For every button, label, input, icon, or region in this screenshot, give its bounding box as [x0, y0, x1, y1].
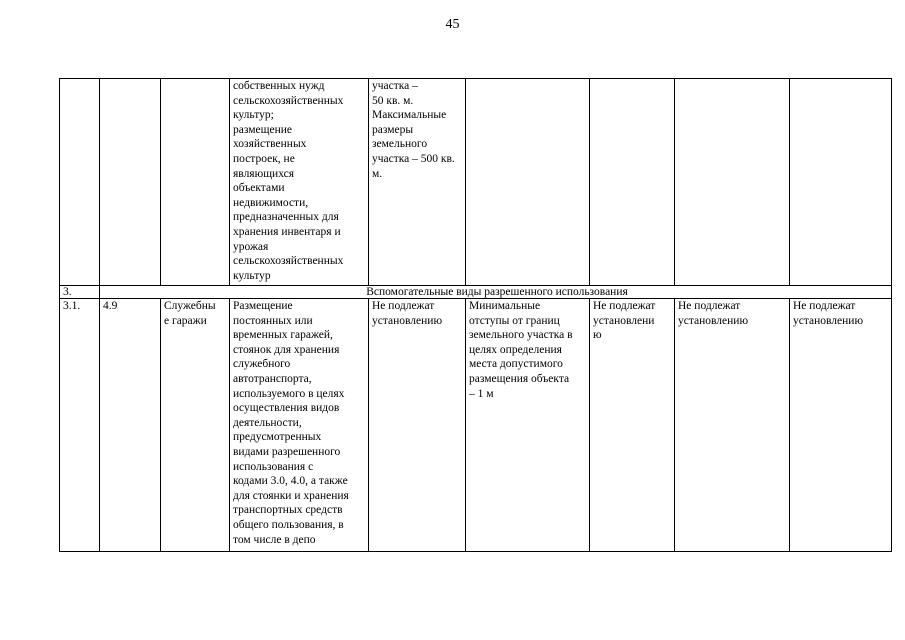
cell-other: Не подлежат установлению — [790, 299, 892, 552]
cell-coverage — [675, 79, 790, 286]
table-row — [60, 299, 892, 552]
land-use-table — [59, 78, 892, 552]
cell-floors: Не подлежат установлени ю — [590, 299, 675, 552]
cell-size-limits: участка – 50 кв. м. Максимальные размеры земельного участка – 500 кв. м. — [369, 79, 466, 286]
cell-description: собственных нужд сельскохозяйственных культур; размещение хозяйственных построек, не являющихся объектами недвижимости, предназначенных для хранения инвентаря и урожая сельскохозяйственных культур — [230, 79, 369, 286]
cell-code — [100, 79, 161, 286]
cell-number: 3.1. — [60, 299, 100, 552]
cell-name — [161, 79, 230, 286]
cell-floors — [590, 79, 675, 286]
cell-setbacks: Минимальные отступы от границ земельного участка в целях определения места допустимого размещения объекта – 1 м — [466, 299, 590, 552]
cell-description: Размещение постоянных или временных гаражей, стоянок для хранения служебного автотранспорта, используемого в целях осуществления видов деятельности, предусмотренных видами разрешенного использования с кодами 3.0, 4.0, а также для стоянки и хранения транспортных средств общего пользования, в том числе в депо — [230, 299, 369, 552]
section-number: 3. — [60, 286, 100, 299]
page-number: 45 — [445, 17, 460, 32]
cell-number — [60, 79, 100, 286]
section-title: Вспомогательные виды разрешенного использования — [100, 286, 892, 299]
table-row-continued — [60, 79, 892, 286]
cell-other — [790, 79, 892, 286]
table-row-section — [60, 286, 892, 299]
cell-name: Служебны е гаражи — [161, 299, 230, 552]
cell-code: 4.9 — [100, 299, 161, 552]
cell-setbacks — [466, 79, 590, 286]
cell-coverage: Не подлежат установлению — [675, 299, 790, 552]
cell-size-limits: Не подлежат установлению — [369, 299, 466, 552]
